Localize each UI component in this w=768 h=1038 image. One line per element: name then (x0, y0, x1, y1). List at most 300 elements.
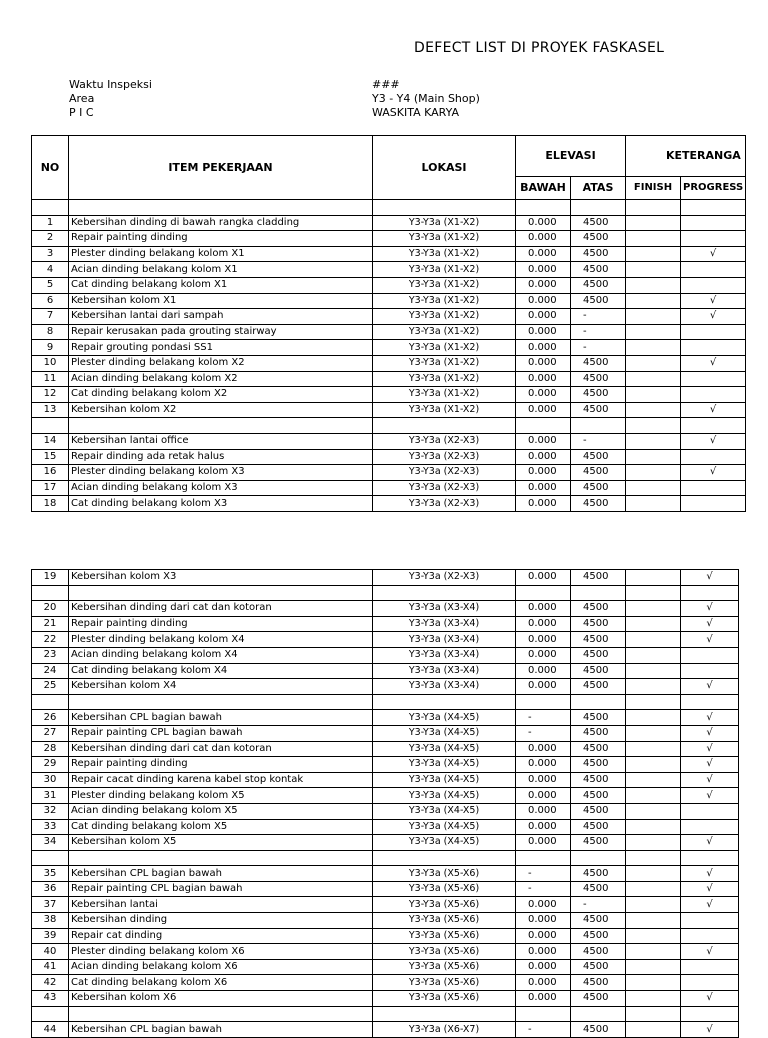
cell-item: Repair painting dinding (69, 616, 373, 632)
table-row (32, 340, 746, 356)
cell-bawah: 0.000 (516, 465, 571, 481)
cell-finish (626, 694, 681, 710)
cell-finish (626, 616, 681, 632)
cell-finish (626, 741, 681, 757)
cell-progress (681, 975, 739, 991)
cell-finish (626, 293, 681, 309)
cell-progress: √ (681, 402, 746, 418)
header-keterangan: KETERANGA (626, 136, 746, 177)
cell-lokasi: Y3-Y3a (X1-X2) (373, 402, 516, 418)
cell-item: Cat dinding belakang kolom X3 (69, 496, 373, 512)
table-row (32, 1022, 739, 1038)
cell-no: 39 (32, 928, 69, 944)
table-row (32, 788, 739, 804)
cell-atas (571, 418, 626, 434)
cell-bawah: 0.000 (516, 772, 571, 788)
header-finish: FINISH (626, 177, 681, 200)
cell-progress (681, 215, 746, 231)
cell-atas: 4500 (571, 757, 626, 773)
cell-no: 10 (32, 355, 69, 371)
cell-lokasi: Y3-Y3a (X6-X7) (373, 1022, 516, 1038)
cell-finish (626, 480, 681, 496)
cell-atas: 4500 (571, 293, 626, 309)
cell-finish (626, 387, 681, 403)
cell-no: 35 (32, 866, 69, 882)
cell-no: 38 (32, 913, 69, 929)
cell-item: Kebersihan CPL bagian bawah (69, 710, 373, 726)
cell-atas: 4500 (571, 788, 626, 804)
cell-progress: √ (681, 632, 739, 648)
cell-no: 23 (32, 647, 69, 663)
cell-lokasi: Y3-Y3a (X3-X4) (373, 632, 516, 648)
cell-atas: 4500 (571, 944, 626, 960)
cell-atas: 4500 (571, 449, 626, 465)
cell-progress (681, 480, 746, 496)
cell-atas: 4500 (571, 246, 626, 262)
cell-bawah: 0.000 (516, 309, 571, 325)
cell-atas: 4500 (571, 928, 626, 944)
cell-progress: √ (681, 991, 739, 1007)
cell-no: 21 (32, 616, 69, 632)
cell-lokasi: Y3-Y3a (X5-X6) (373, 866, 516, 882)
cell-no: 17 (32, 480, 69, 496)
spacer-row (32, 200, 746, 216)
cell-progress (681, 928, 739, 944)
cell-lokasi: Y3-Y3a (X1-X2) (373, 262, 516, 278)
cell-lokasi (373, 585, 516, 601)
cell-bawah: 0.000 (516, 262, 571, 278)
cell-no: 19 (32, 570, 69, 586)
cell-lokasi: Y3-Y3a (X1-X2) (373, 340, 516, 356)
cell-item: Cat dinding belakang kolom X2 (69, 387, 373, 403)
cell-bawah: 0.000 (516, 277, 571, 293)
cell-item: Acian dinding belakang kolom X1 (69, 262, 373, 278)
table-row (32, 757, 739, 773)
cell-bawah: 0.000 (516, 928, 571, 944)
cell-lokasi: Y3-Y3a (X5-X6) (373, 944, 516, 960)
cell-item: Kebersihan CPL bagian bawah (69, 1022, 373, 1038)
cell-item: Repair grouting pondasi SS1 (69, 340, 373, 356)
cell-atas: 4500 (571, 496, 626, 512)
table-row (32, 944, 739, 960)
cell-progress (681, 277, 746, 293)
cell-finish (626, 803, 681, 819)
cell-bawah: 0.000 (516, 975, 571, 991)
cell-item: Acian dinding belakang kolom X2 (69, 371, 373, 387)
cell-lokasi: Y3-Y3a (X4-X5) (373, 741, 516, 757)
cell-finish (626, 710, 681, 726)
cell-bawah (516, 585, 571, 601)
cell-finish (626, 897, 681, 913)
cell-finish (626, 632, 681, 648)
cell-finish (626, 991, 681, 1007)
cell-lokasi: Y3-Y3a (X4-X5) (373, 803, 516, 819)
table-row (32, 975, 739, 991)
cell-no (32, 850, 69, 866)
header-progress: PROGRESS (681, 177, 746, 200)
table-row (32, 835, 739, 851)
cell-bawah: 0.000 (516, 788, 571, 804)
cell-progress (681, 647, 739, 663)
cell-atas: 4500 (571, 819, 626, 835)
cell-item: Kebersihan lantai dari sampah (69, 309, 373, 325)
cell-lokasi: Y3-Y3a (X4-X5) (373, 819, 516, 835)
cell-no: 3 (32, 246, 69, 262)
cell-lokasi: Y3-Y3a (X3-X4) (373, 679, 516, 695)
cell-bawah: - (516, 710, 571, 726)
cell-no: 31 (32, 788, 69, 804)
cell-finish (626, 757, 681, 773)
cell-atas: 4500 (571, 866, 626, 882)
cell-atas: 4500 (571, 570, 626, 586)
cell-progress: √ (681, 1022, 739, 1038)
cell-progress: √ (681, 616, 739, 632)
cell-bawah: 0.000 (516, 601, 571, 617)
cell-finish (626, 324, 681, 340)
cell-no: 16 (32, 465, 69, 481)
cell-bawah: 0.000 (516, 231, 571, 247)
cell-atas: 4500 (571, 616, 626, 632)
table-row (32, 309, 746, 325)
cell-finish (626, 355, 681, 371)
cell-item: Acian dinding belakang kolom X5 (69, 803, 373, 819)
cell-item: Repair painting CPL bagian bawah (69, 725, 373, 741)
cell-item: Acian dinding belakang kolom X3 (69, 480, 373, 496)
cell-no: 9 (32, 340, 69, 356)
table-row (32, 355, 746, 371)
cell-item: Kebersihan dinding dari cat dan kotoran (69, 601, 373, 617)
cell-item: Plester dinding belakang kolom X2 (69, 355, 373, 371)
cell-atas: - (571, 340, 626, 356)
blank-row (32, 694, 739, 710)
cell-finish (626, 246, 681, 262)
cell-atas (571, 694, 626, 710)
table-row (32, 819, 739, 835)
cell-no: 32 (32, 803, 69, 819)
cell-progress: √ (681, 741, 739, 757)
table-row (32, 710, 739, 726)
cell-progress: √ (681, 788, 739, 804)
cell-progress: √ (681, 293, 746, 309)
table-row (32, 663, 739, 679)
cell-finish (626, 975, 681, 991)
table-row (32, 679, 739, 695)
cell-item: Repair cat dinding (69, 928, 373, 944)
cell-bawah: 0.000 (516, 449, 571, 465)
cell-no: 40 (32, 944, 69, 960)
meta-label-waktu: Waktu Inspeksi (69, 78, 152, 91)
table-row (32, 496, 746, 512)
table-row (32, 866, 739, 882)
cell-no: 11 (32, 371, 69, 387)
cell-progress: √ (681, 897, 739, 913)
cell-progress (681, 387, 746, 403)
cell-progress: √ (681, 881, 739, 897)
cell-progress (681, 850, 739, 866)
cell-atas: 4500 (571, 772, 626, 788)
cell-atas (571, 1006, 626, 1022)
cell-bawah: 0.000 (516, 324, 571, 340)
cell-item (69, 1006, 373, 1022)
table-row (32, 897, 739, 913)
cell-atas: 4500 (571, 959, 626, 975)
cell-item: Plester dinding belakang kolom X1 (69, 246, 373, 262)
cell-lokasi: Y3-Y3a (X4-X5) (373, 710, 516, 726)
cell-progress (681, 262, 746, 278)
cell-no: 42 (32, 975, 69, 991)
table-row (32, 632, 739, 648)
cell-no: 24 (32, 663, 69, 679)
cell-item: Kebersihan lantai office (69, 433, 373, 449)
cell-progress (681, 449, 746, 465)
cell-bawah: 0.000 (516, 387, 571, 403)
cell-progress (681, 694, 739, 710)
table-row (32, 231, 746, 247)
cell-item: Plester dinding belakang kolom X4 (69, 632, 373, 648)
defect-table-bottom (31, 569, 739, 1038)
cell-finish (626, 959, 681, 975)
cell-lokasi: Y3-Y3a (X1-X2) (373, 215, 516, 231)
cell-item (69, 850, 373, 866)
meta-label-pic: P I C (69, 106, 94, 119)
cell-item (69, 585, 373, 601)
cell-finish (626, 215, 681, 231)
cell-item: Kebersihan kolom X4 (69, 679, 373, 695)
cell-finish (626, 819, 681, 835)
cell-progress: √ (681, 465, 746, 481)
cell-finish (626, 772, 681, 788)
cell-atas: 4500 (571, 465, 626, 481)
cell-no: 34 (32, 835, 69, 851)
table-row (32, 601, 739, 617)
cell-atas: 4500 (571, 741, 626, 757)
cell-progress: √ (681, 710, 739, 726)
table-row (32, 913, 739, 929)
cell-no (32, 418, 69, 434)
cell-lokasi: Y3-Y3a (X1-X2) (373, 387, 516, 403)
header-lokasi: LOKASI (373, 136, 516, 200)
cell-lokasi (373, 418, 516, 434)
cell-item: Kebersihan dinding di bawah rangka cladding (69, 215, 373, 231)
table-row (32, 215, 746, 231)
cell-bawah: 0.000 (516, 647, 571, 663)
cell-progress (681, 340, 746, 356)
cell-bawah: 0.000 (516, 246, 571, 262)
cell-lokasi: Y3-Y3a (X5-X6) (373, 897, 516, 913)
cell-no: 30 (32, 772, 69, 788)
cell-no: 26 (32, 710, 69, 726)
cell-atas: 4500 (571, 663, 626, 679)
cell-item: Cat dinding belakang kolom X6 (69, 975, 373, 991)
table-row (32, 480, 746, 496)
cell-bawah: 0.000 (516, 835, 571, 851)
header-atas: ATAS (571, 177, 626, 200)
cell-lokasi: Y3-Y3a (X1-X2) (373, 293, 516, 309)
cell-bawah: 0.000 (516, 819, 571, 835)
cell-no: 5 (32, 277, 69, 293)
meta-value-waktu: ### (372, 78, 400, 91)
table-row (32, 570, 739, 586)
cell-progress (681, 371, 746, 387)
table-row (32, 772, 739, 788)
cell-atas: 4500 (571, 881, 626, 897)
cell-lokasi: Y3-Y3a (X2-X3) (373, 433, 516, 449)
cell-finish (626, 231, 681, 247)
cell-finish (626, 835, 681, 851)
cell-atas: 4500 (571, 725, 626, 741)
cell-progress (681, 663, 739, 679)
cell-finish (626, 1022, 681, 1038)
cell-finish (626, 663, 681, 679)
cell-no: 33 (32, 819, 69, 835)
cell-no: 36 (32, 881, 69, 897)
cell-finish (626, 913, 681, 929)
cell-no: 6 (32, 293, 69, 309)
cell-no: 44 (32, 1022, 69, 1038)
cell-lokasi (373, 1006, 516, 1022)
document-title: DEFECT LIST DI PROYEK FASKASEL (414, 40, 665, 56)
cell-bawah: 0.000 (516, 371, 571, 387)
cell-finish (626, 262, 681, 278)
cell-progress (681, 913, 739, 929)
cell-progress: √ (681, 246, 746, 262)
table-row (32, 293, 746, 309)
cell-lokasi: Y3-Y3a (X1-X2) (373, 324, 516, 340)
table-row (32, 741, 739, 757)
table-row (32, 647, 739, 663)
cell-no: 4 (32, 262, 69, 278)
cell-atas: 4500 (571, 215, 626, 231)
table-row (32, 928, 739, 944)
cell-bawah: 0.000 (516, 570, 571, 586)
cell-progress: √ (681, 866, 739, 882)
cell-atas: 4500 (571, 402, 626, 418)
cell-finish (626, 277, 681, 293)
blank-row (32, 1006, 739, 1022)
cell-item: Repair painting dinding (69, 231, 373, 247)
cell-lokasi: Y3-Y3a (X3-X4) (373, 601, 516, 617)
cell-progress: √ (681, 944, 739, 960)
cell-atas: 4500 (571, 679, 626, 695)
cell-lokasi: Y3-Y3a (X3-X4) (373, 663, 516, 679)
meta-value-pic: WASKITA KARYA (372, 106, 460, 119)
cell-atas: 4500 (571, 991, 626, 1007)
cell-atas: 4500 (571, 371, 626, 387)
cell-bawah: 0.000 (516, 355, 571, 371)
cell-atas: 4500 (571, 913, 626, 929)
cell-lokasi: Y3-Y3a (X1-X2) (373, 277, 516, 293)
cell-bawah: 0.000 (516, 803, 571, 819)
blank-row (32, 418, 746, 434)
table-row (32, 465, 746, 481)
cell-item: Kebersihan dinding dari cat dan kotoran (69, 741, 373, 757)
cell-atas: - (571, 433, 626, 449)
cell-progress: √ (681, 679, 739, 695)
cell-no: 37 (32, 897, 69, 913)
cell-lokasi: Y3-Y3a (X5-X6) (373, 913, 516, 929)
cell-atas: 4500 (571, 480, 626, 496)
table-row (32, 616, 739, 632)
cell-lokasi: Y3-Y3a (X2-X3) (373, 570, 516, 586)
cell-lokasi: Y3-Y3a (X5-X6) (373, 959, 516, 975)
meta-value-area: Y3 - Y4 (Main Shop) (372, 92, 480, 105)
cell-item: Acian dinding belakang kolom X4 (69, 647, 373, 663)
cell-lokasi: Y3-Y3a (X1-X2) (373, 231, 516, 247)
cell-no: 7 (32, 309, 69, 325)
cell-progress (681, 418, 746, 434)
cell-progress: √ (681, 433, 746, 449)
cell-atas: 4500 (571, 975, 626, 991)
table-row (32, 324, 746, 340)
cell-bawah: 0.000 (516, 663, 571, 679)
table-row (32, 371, 746, 387)
cell-no (32, 585, 69, 601)
defect-table-top (31, 135, 746, 512)
cell-bawah (516, 418, 571, 434)
cell-finish (626, 944, 681, 960)
cell-bawah: - (516, 725, 571, 741)
cell-atas: 4500 (571, 387, 626, 403)
cell-bawah: 0.000 (516, 340, 571, 356)
cell-bawah: 0.000 (516, 913, 571, 929)
cell-item: Kebersihan kolom X1 (69, 293, 373, 309)
cell-item: Repair painting dinding (69, 757, 373, 773)
cell-bawah: 0.000 (516, 632, 571, 648)
blank-row (32, 585, 739, 601)
cell-progress: √ (681, 601, 739, 617)
cell-item: Repair dinding ada retak halus (69, 449, 373, 465)
cell-no (32, 694, 69, 710)
cell-bawah: 0.000 (516, 480, 571, 496)
cell-no: 25 (32, 679, 69, 695)
cell-no: 13 (32, 402, 69, 418)
cell-no: 18 (32, 496, 69, 512)
cell-no: 22 (32, 632, 69, 648)
cell-finish (626, 928, 681, 944)
cell-atas: 4500 (571, 632, 626, 648)
cell-atas: 4500 (571, 262, 626, 278)
cell-finish (626, 647, 681, 663)
cell-bawah: 0.000 (516, 959, 571, 975)
cell-atas: 4500 (571, 1022, 626, 1038)
cell-item: Kebersihan CPL bagian bawah (69, 866, 373, 882)
cell-bawah: - (516, 881, 571, 897)
cell-lokasi: Y3-Y3a (X5-X6) (373, 928, 516, 944)
cell-progress (681, 496, 746, 512)
cell-item: Plester dinding belakang kolom X6 (69, 944, 373, 960)
cell-finish (626, 881, 681, 897)
table-row (32, 246, 746, 262)
cell-lokasi: Y3-Y3a (X5-X6) (373, 991, 516, 1007)
header-item: ITEM PEKERJAAN (69, 136, 373, 200)
cell-progress (681, 324, 746, 340)
cell-lokasi: Y3-Y3a (X4-X5) (373, 757, 516, 773)
cell-finish (626, 601, 681, 617)
cell-finish (626, 1006, 681, 1022)
cell-atas: - (571, 324, 626, 340)
cell-bawah: 0.000 (516, 616, 571, 632)
cell-progress: √ (681, 725, 739, 741)
cell-progress: √ (681, 757, 739, 773)
cell-bawah: - (516, 866, 571, 882)
cell-bawah: 0.000 (516, 991, 571, 1007)
cell-finish (626, 788, 681, 804)
cell-bawah: - (516, 1022, 571, 1038)
cell-progress (681, 231, 746, 247)
cell-lokasi: Y3-Y3a (X2-X3) (373, 465, 516, 481)
cell-item: Kebersihan kolom X3 (69, 570, 373, 586)
cell-lokasi: Y3-Y3a (X3-X4) (373, 616, 516, 632)
